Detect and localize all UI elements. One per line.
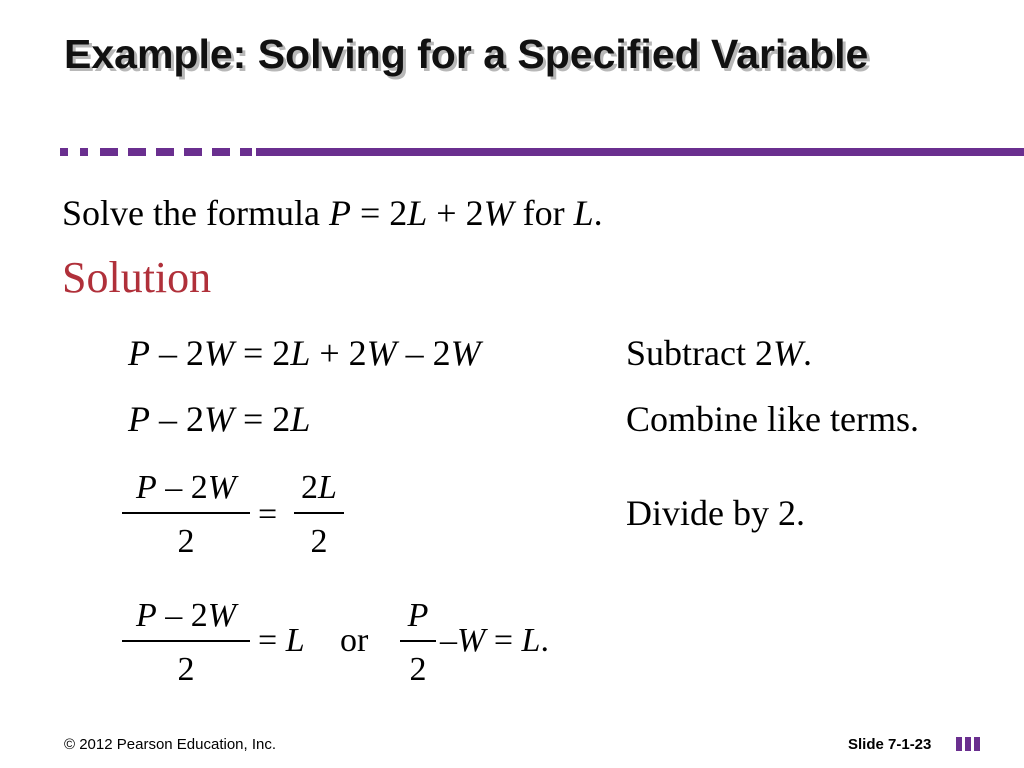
problem-statement: Solve the formula P = 2L + 2W for L. [62, 193, 603, 233]
step3-left-fraction: P – 2W 2 [122, 468, 250, 562]
step1-equation: P – 2W = 2L + 2W – 2W [128, 333, 481, 373]
slide-title: Example: Solving for a Specified Variable [64, 31, 869, 77]
step2-reason: Combine like terms. [626, 399, 919, 439]
slide-number: Slide 7-1-23 [848, 736, 932, 753]
step4-equals-L: = L [258, 622, 305, 659]
step3-equals: = [258, 496, 278, 533]
step2-equation: P – 2W = 2L [128, 399, 311, 439]
step4-left-fraction: P – 2W 2 [122, 596, 250, 690]
copyright-text: © 2012 Pearson Education, Inc. [64, 736, 277, 753]
step1-reason: Subtract 2W. [626, 333, 812, 373]
step3-right-fraction: 2L 2 [294, 468, 344, 562]
title-divider [60, 148, 1024, 156]
solution-heading: Solution [62, 253, 212, 302]
step3-reason: Divide by 2. [626, 493, 805, 533]
step4-or: or [340, 622, 369, 659]
step4-p-over-2-fraction: P 2 [400, 596, 436, 690]
step4-tail: –W = L. [440, 622, 549, 659]
